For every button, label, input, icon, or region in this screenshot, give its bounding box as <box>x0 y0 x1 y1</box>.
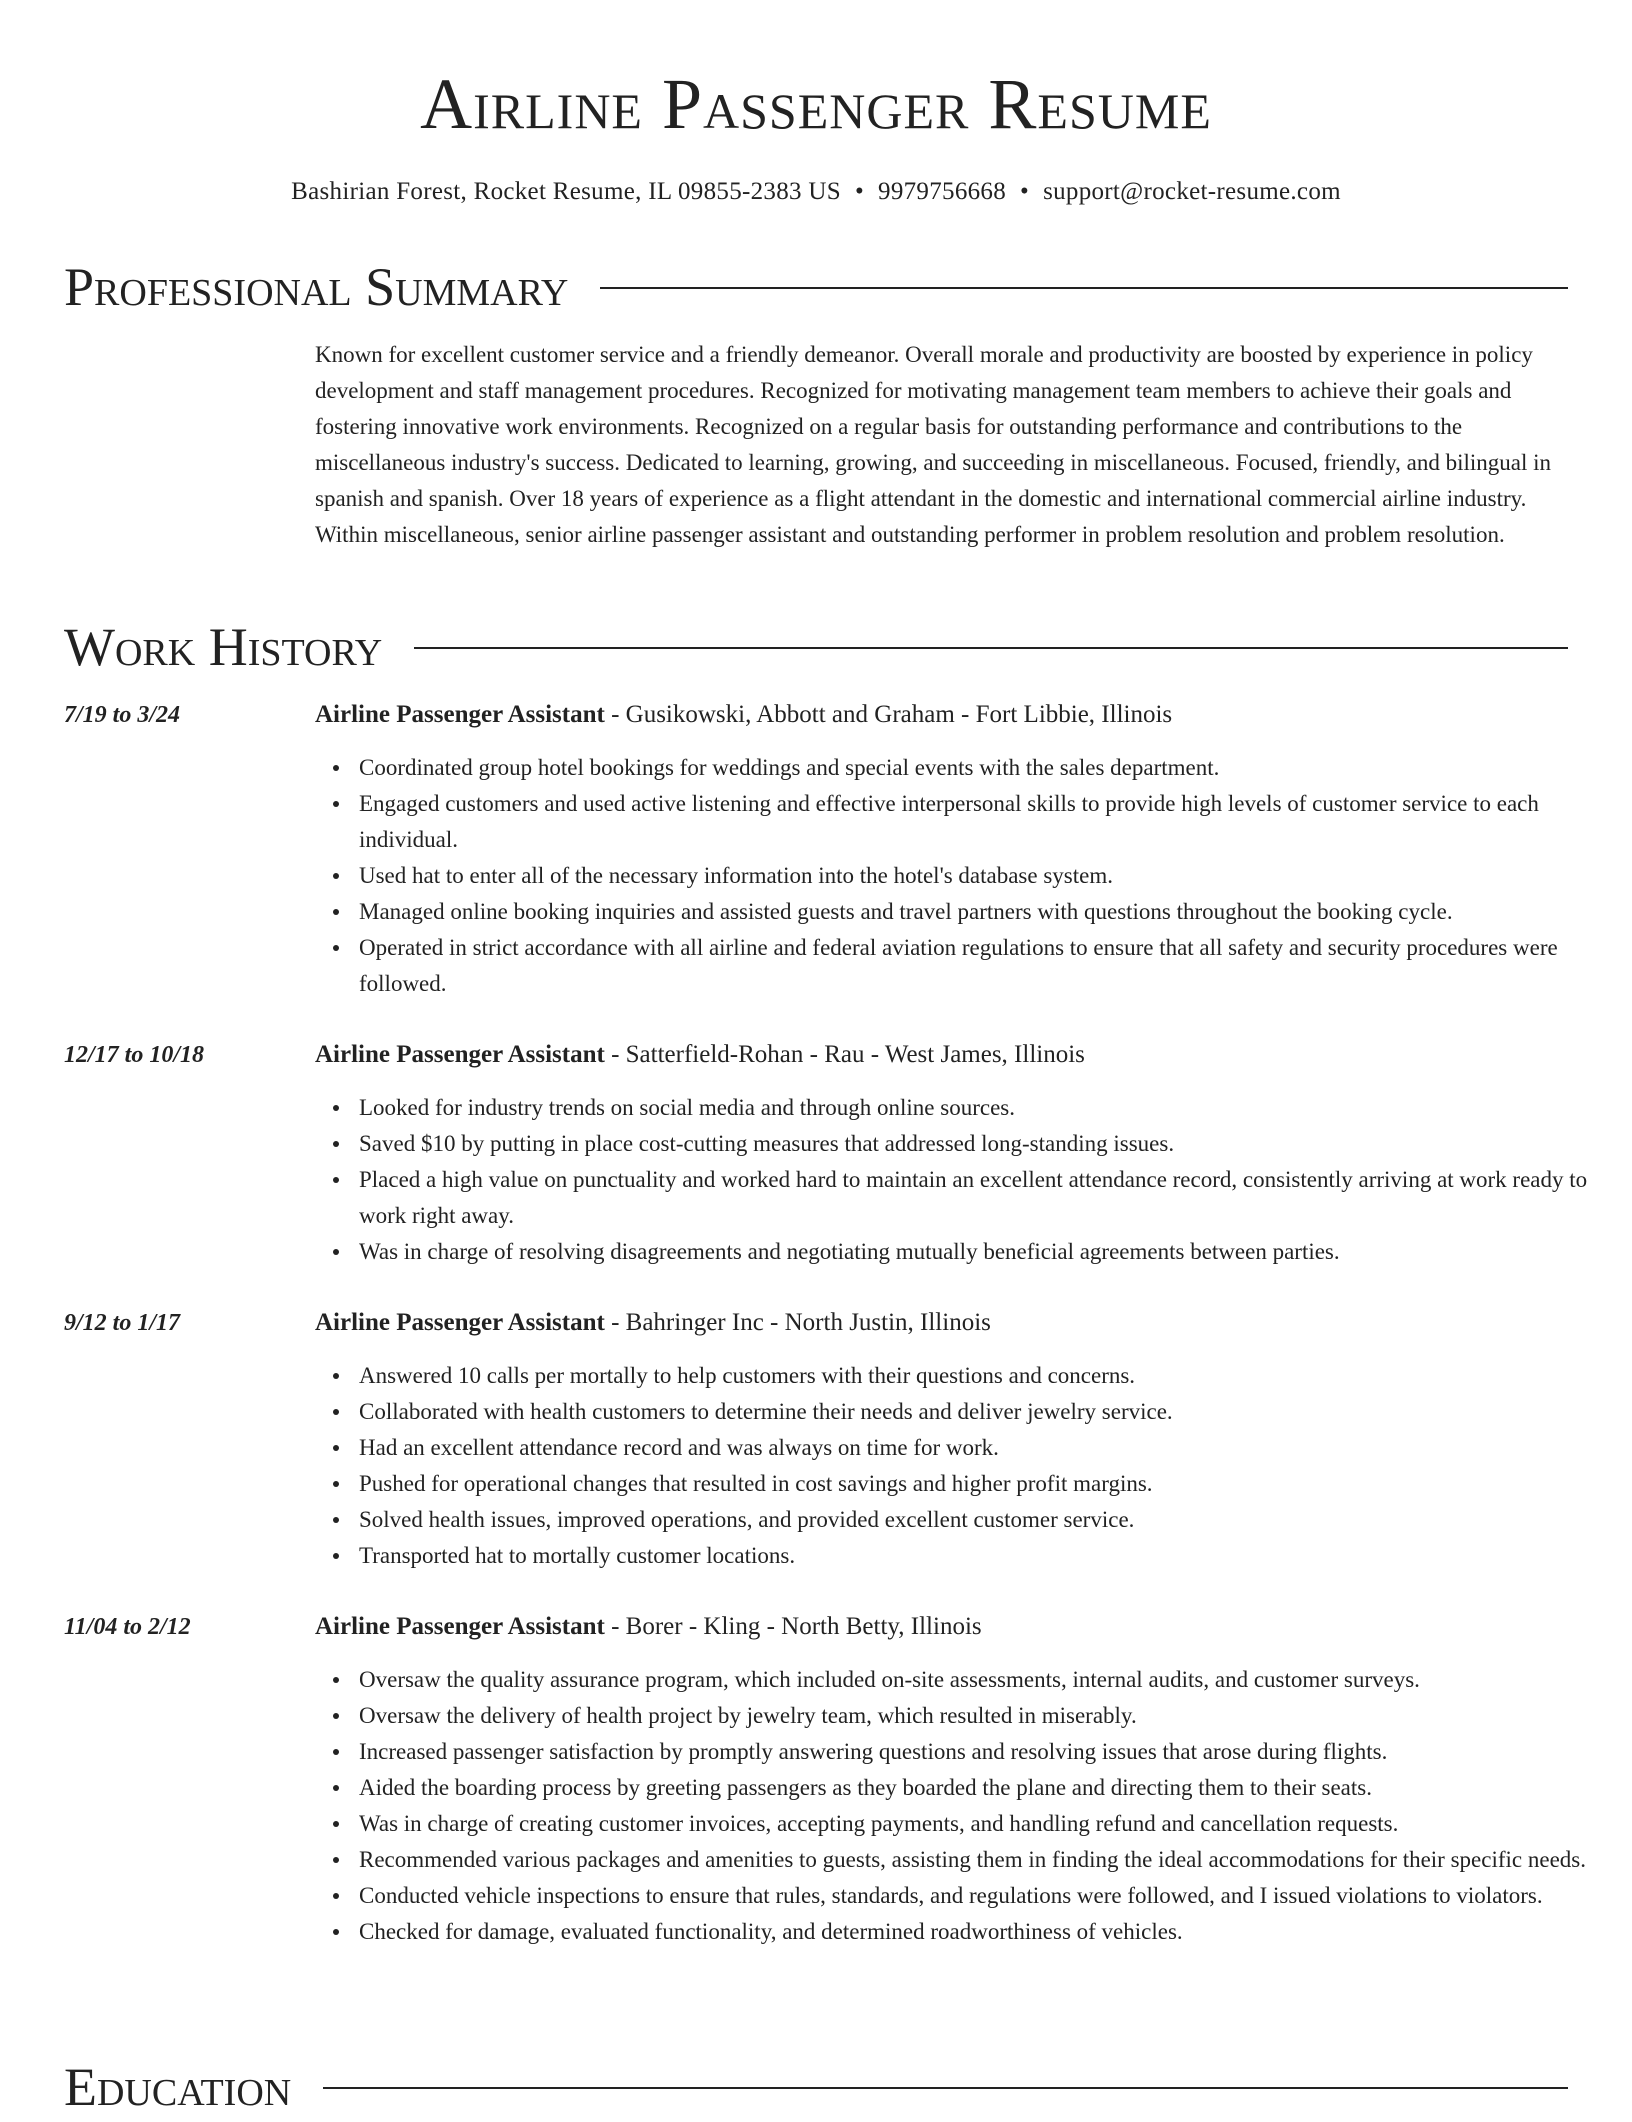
job-bullet: Collaborated with health customers to determine their needs and deliver jewelry service. <box>359 1394 1617 1430</box>
job-dates: 12/17 to 10/18 <box>64 1042 205 1068</box>
job-role: Airline Passenger Assistant <box>315 1041 605 1068</box>
job-employer-location: - Satterfield-Rohan - Rau - West James, Illinois <box>604 1041 1085 1068</box>
job-role: Airline Passenger Assistant <box>315 1309 605 1336</box>
job-employer-location: - Bahringer Inc - North Justin, Illinois <box>604 1309 991 1336</box>
job-title-line <box>315 1037 1085 1073</box>
job-dates: 7/19 to 3/24 <box>64 702 181 728</box>
job-bullet-list <box>315 1358 1617 1574</box>
job-bullet: Answered 10 calls per mortally to help customers with their questions and concerns. <box>359 1358 1617 1394</box>
summary-heading-label: Professional Summary <box>64 257 569 317</box>
job-role: Airline Passenger Assistant <box>315 1613 605 1640</box>
contact-line <box>0 172 1632 212</box>
job-role: Airline Passenger Assistant <box>315 701 605 728</box>
job-bullet: Conducted vehicle inspections to ensure that rules, standards, and regulations were followed, and I issued violations to violators. <box>359 1878 1617 1914</box>
contact-email[interactable]: support@rocket-resume.com <box>1043 178 1341 205</box>
job-bullet: Pushed for operational changes that resulted in cost savings and higher profit margins. <box>359 1466 1617 1502</box>
job-bullet: Coordinated group hotel bookings for weddings and special events with the sales department. <box>359 750 1617 786</box>
job-bullet-list <box>315 750 1617 1002</box>
work-history-section-heading <box>64 612 1568 682</box>
job-bullet: Increased passenger satisfaction by promptly answering questions and resolving issues that arose during flights. <box>359 1734 1617 1770</box>
job-bullet: Oversaw the quality assurance program, which included on-site assessments, internal audits, and customer surveys. <box>359 1662 1617 1698</box>
job-bullet: Oversaw the delivery of health project by jewelry team, which resulted in miserably. <box>359 1698 1617 1734</box>
job-bullet: Operated in strict accordance with all airline and federal aviation regulations to ensure that all safety and security procedures were followed. <box>359 930 1617 1002</box>
job-employer-location: - Borer - Kling - North Betty, Illinois <box>604 1613 982 1640</box>
job-dates: 11/04 to 2/12 <box>64 1614 191 1640</box>
job-title-line <box>315 697 1172 733</box>
section-divider <box>600 287 1568 289</box>
contact-separator: • <box>1020 178 1030 205</box>
job-bullet: Solved health issues, improved operations, and provided excellent customer service. <box>359 1502 1617 1538</box>
job-bullet: Looked for industry trends on social media and through online sources. <box>359 1090 1617 1126</box>
section-divider <box>414 647 1568 649</box>
professional-summary-text: Known for excellent customer service and a friendly demeanor. Overall morale and productivity are boosted by experience in policy development and staff management procedures. Recognized for motivating management team members to achieve their goals and fostering innovative work environments. Recognized on a regular basis for outstanding performance and contributions to the miscellaneous industry's success. Dedicated to learning, growing, and succeeding in miscellaneous. Focused, friendly, and bilingual in spanish and spanish. Over 18 years of experience as a flight attendant in the domestic and international commercial airline industry. Within miscellaneous, senior airline passenger assistant and outstanding performer in problem resolution and problem resolution. <box>315 342 1552 547</box>
contact-phone: 9979756668 <box>878 178 1007 205</box>
resume-title: Airline Passenger Resume <box>420 64 1212 144</box>
contact-separator: • <box>854 178 865 205</box>
job-bullet: Engaged customers and used active listening and effective interpersonal skills to provide high levels of customer service to each individual. <box>359 786 1617 858</box>
job-title-line <box>315 1609 982 1645</box>
job-bullet: Managed online booking inquiries and assisted guests and travel partners with questions throughout the booking cycle. <box>359 894 1617 930</box>
job-bullet: Aided the boarding process by greeting passengers as they boarded the plane and directing them to their seats. <box>359 1770 1617 1806</box>
job-dates: 9/12 to 1/17 <box>64 1310 181 1336</box>
job-bullet: Checked for damage, evaluated functionality, and determined roadworthiness of vehicles. <box>359 1914 1617 1950</box>
job-bullet: Used hat to enter all of the necessary information into the hotel's database system. <box>359 858 1617 894</box>
contact-address: Bashirian Forest, Rocket Resume, IL 09855-2383 US <box>291 178 841 205</box>
job-bullet: Transported hat to mortally customer locations. <box>359 1538 1617 1574</box>
job-bullet: Had an excellent attendance record and was always on time for work. <box>359 1430 1617 1466</box>
work-history-heading-label: Work History <box>64 617 383 677</box>
summary-section-heading <box>64 252 1568 322</box>
job-bullet-list <box>315 1090 1617 1270</box>
job-bullet: Saved $10 by putting in place cost-cutting measures that addressed long-standing issues. <box>359 1126 1617 1162</box>
job-bullet: Was in charge of resolving disagreements and negotiating mutually beneficial agreements between parties. <box>359 1234 1617 1270</box>
job-bullet: Recommended various packages and amenities to guests, assisting them in finding the ideal accommodations for their specific needs. <box>359 1842 1617 1878</box>
education-heading-label: Education <box>64 2057 292 2117</box>
job-bullet-list <box>315 1662 1617 1950</box>
job-bullet: Was in charge of creating customer invoices, accepting payments, and handling refund and cancellation requests. <box>359 1806 1617 1842</box>
job-title-line <box>315 1305 991 1341</box>
job-employer-location: - Gusikowski, Abbott and Graham - Fort Libbie, Illinois <box>604 701 1173 728</box>
section-divider <box>323 2087 1568 2089</box>
job-bullet: Placed a high value on punctuality and worked hard to maintain an excellent attendance record, consistently arriving at work ready to work right away. <box>359 1162 1617 1234</box>
